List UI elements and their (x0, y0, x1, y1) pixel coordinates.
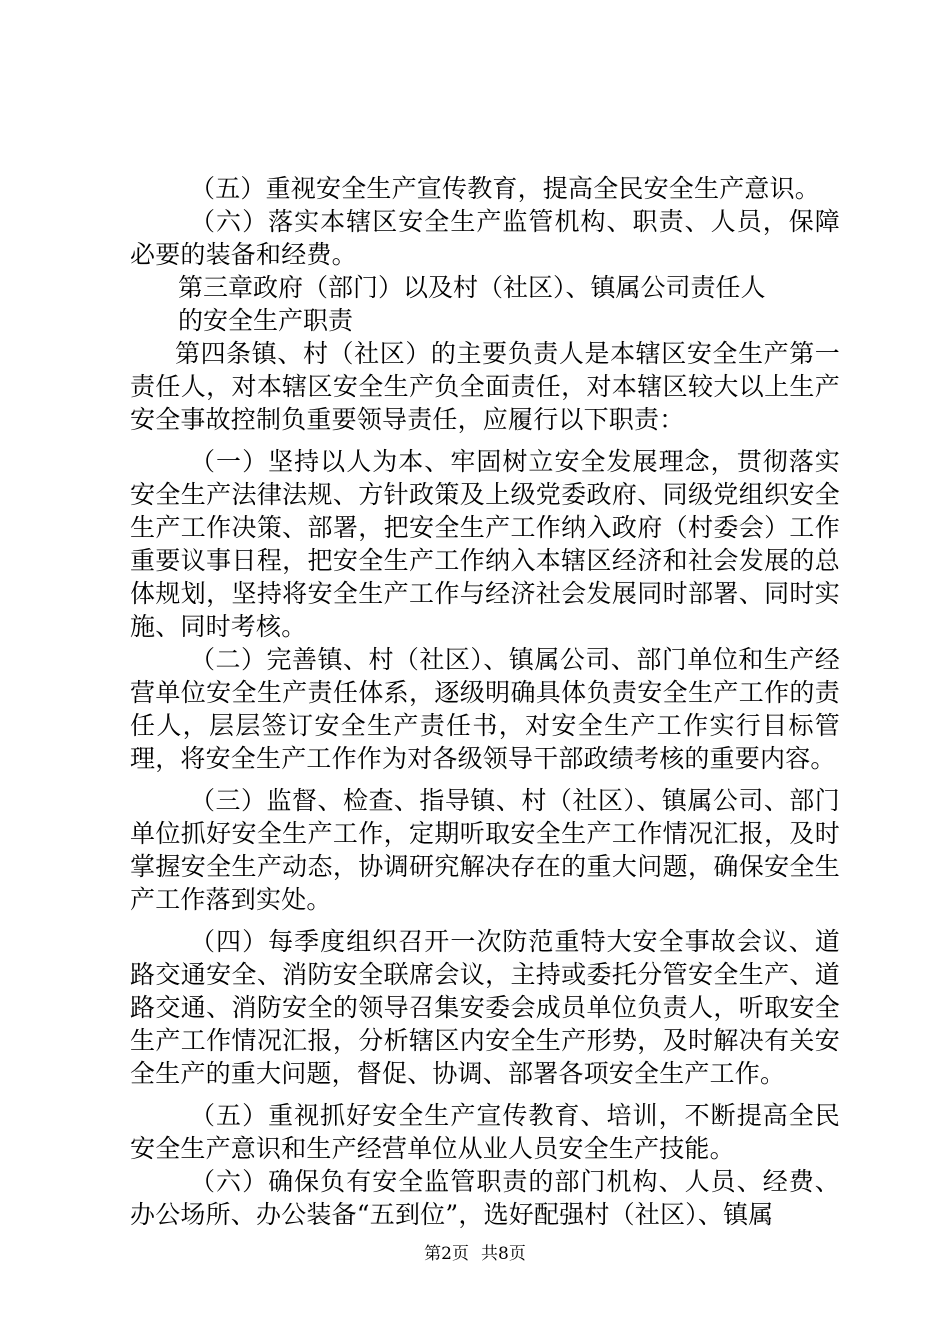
page-total: 共8页 (481, 1244, 526, 1264)
duty-item-1: （一）坚持以人为本、牢固树立安全发展理念，贯彻落实安全生产法律法规、方针政策及上级党委政府、同级党组织安全生产工作决策、部署，把安全生产工作纳入政府（村委会）工作重要议事日程，把安全生产工作纳入本辖区经济和社会发展的总体规划，坚持将安全生产工作与经济社会发展同时部署、同时实施、同时考核。 (130, 447, 840, 641)
duty-item-5: （五）重视抓好安全生产宣传教育、培训，不断提高全民安全生产意识和生产经营单位从业人员安全生产技能。 (130, 1101, 840, 1163)
paragraph-item-6: （六）落实本辖区安全生产监管机构、职责、人员，保障必要的装备和经费。 (130, 207, 840, 269)
duty-item-2: （二）完善镇、村（社区）、镇属公司、部门单位和生产经营单位安全生产责任体系，逐级明确具体负责安全生产工作的责任人，层层签订安全生产责任书，对安全生产工作实行目标管理，将安全生产工作作为对各级领导干部政绩考核的重要内容。 (130, 645, 840, 773)
duty-item-4: （四）每季度组织召开一次防范重特大安全事故会议、道路交通安全、消防安全联席会议，主持或委托分管安全生产、道路交通、消防安全的领导召集安委会成员单位负责人，听取安全生产工作情况汇报，分析辖区内安全生产形势，及时解决有关安全生产的重大问题，督促、协调、部署各项安全生产工作。 (130, 927, 840, 1088)
document-body (130, 172, 840, 1231)
article-4-paragraph: 第四条镇、村（社区）的主要负责人是本辖区安全生产第一责任人，对本辖区安全生产负全面责任，对本辖区较大以上生产安全事故控制负重要领导责任，应履行以下职责： (130, 339, 840, 434)
paragraph-item-5: （五）重视安全生产宣传教育，提高全民安全生产意识。 (190, 174, 821, 203)
duty-item-6: （六）确保负有安全监管职责的部门机构、人员、经费、办公场所、办公装备“五到位”，选好配强村（社区）、镇属 (130, 1167, 840, 1229)
page-footer (0, 1244, 950, 1264)
page-number: 第2页 (424, 1244, 469, 1264)
duty-item-3: （三）监督、检查、指导镇、村（社区）、镇属公司、部门单位抓好安全生产工作，定期听取安全生产工作情况汇报，及时掌握安全生产动态，协调研究解决存在的重大问题，确保安全生产工作落到实处。 (130, 786, 840, 914)
chapter-heading-line-2: 的安全生产职责 (178, 306, 354, 335)
chapter-heading-line-1: 第三章政府（部门）以及村（社区）、镇属公司责任人 (178, 273, 766, 302)
